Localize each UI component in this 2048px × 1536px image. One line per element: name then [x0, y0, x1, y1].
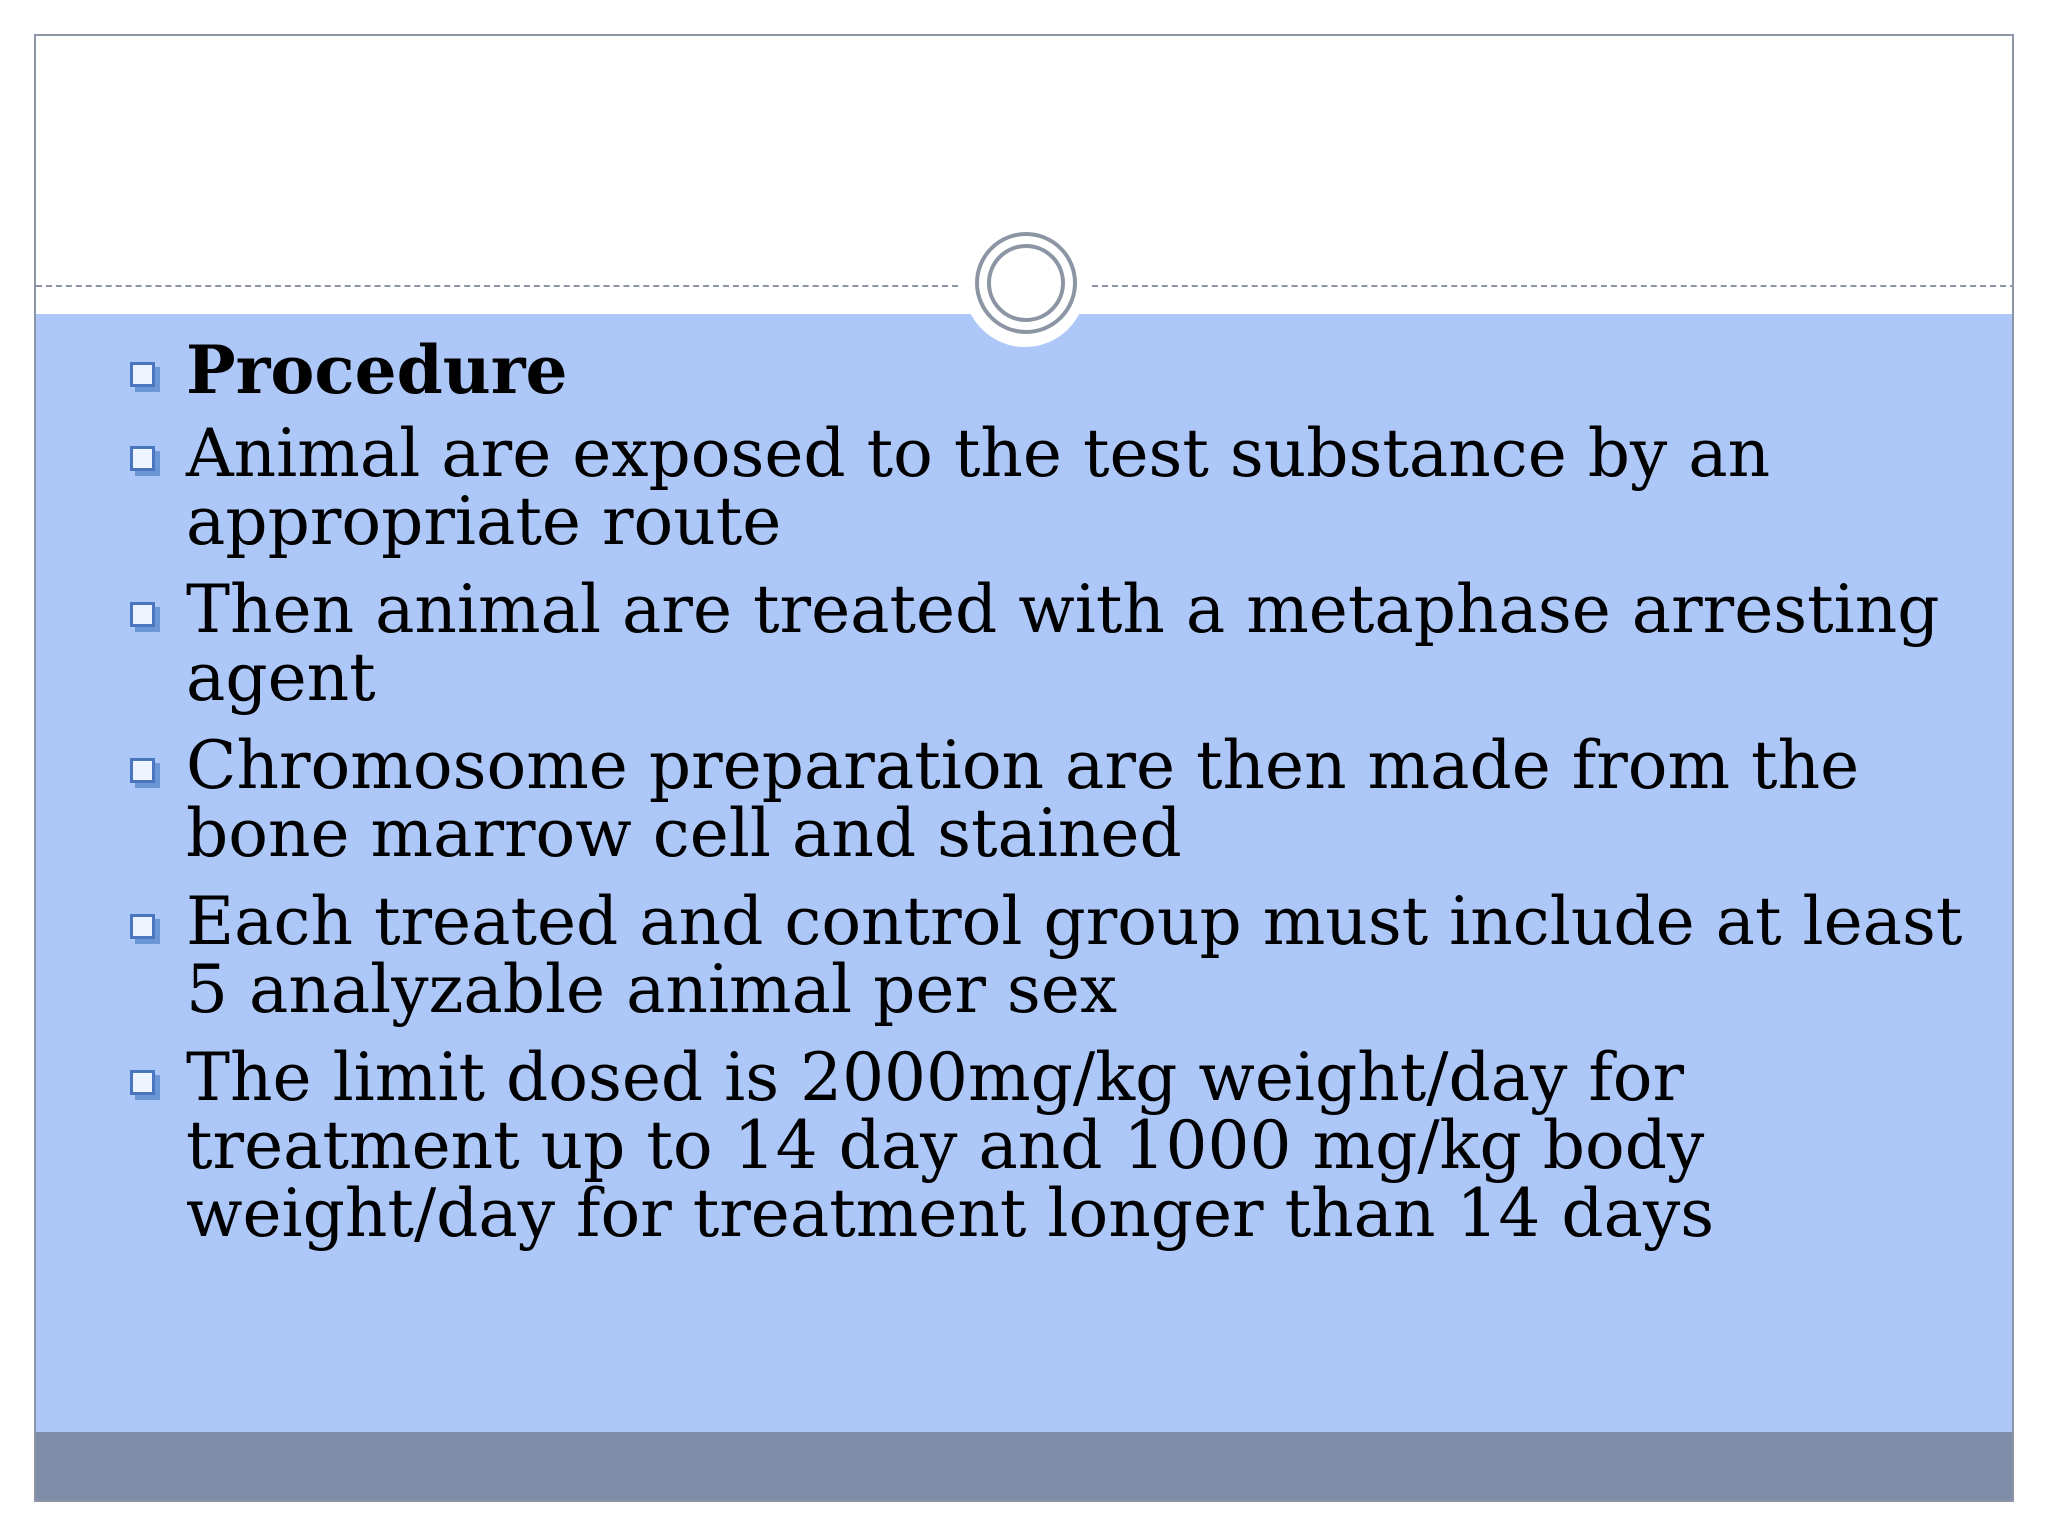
decorative-inner-ring — [987, 244, 1065, 322]
list-item-text: Animal are exposed to the test substance by an appropriate route — [186, 415, 1771, 560]
square-bullet-icon — [130, 362, 160, 392]
list-item — [94, 727, 1974, 872]
list-item — [94, 415, 1974, 560]
square-bullet-icon — [130, 758, 160, 788]
list-item-text: Then animal are treated with a metaphase arresting agent — [186, 571, 1940, 716]
dashed-divider-right — [1092, 285, 2014, 287]
list-item — [94, 883, 1974, 1028]
square-bullet-icon — [130, 1070, 160, 1100]
bullet-list — [94, 331, 1974, 1268]
footer-bar — [36, 1432, 2012, 1502]
list-item-text: Chromosome preparation are then made from the bone marrow cell and stained — [186, 727, 1860, 872]
slide — [34, 34, 2014, 1502]
square-bullet-icon — [130, 914, 160, 944]
square-bullet-icon — [130, 446, 160, 476]
list-item-text: Each treated and control group must include at least 5 analyzable animal per sex — [186, 883, 1963, 1028]
dashed-divider-left — [36, 285, 958, 287]
square-bullet-icon — [130, 602, 160, 632]
list-item-text: The limit dosed is 2000mg/kg weight/day for treatment up to 14 day and 1000 mg/kg body weight/day for treatment longer than 14 days — [186, 1039, 1715, 1252]
heading-text: Procedure — [186, 331, 568, 409]
list-item — [94, 571, 1974, 716]
list-item — [94, 1039, 1974, 1252]
bullet-heading — [94, 331, 1974, 409]
